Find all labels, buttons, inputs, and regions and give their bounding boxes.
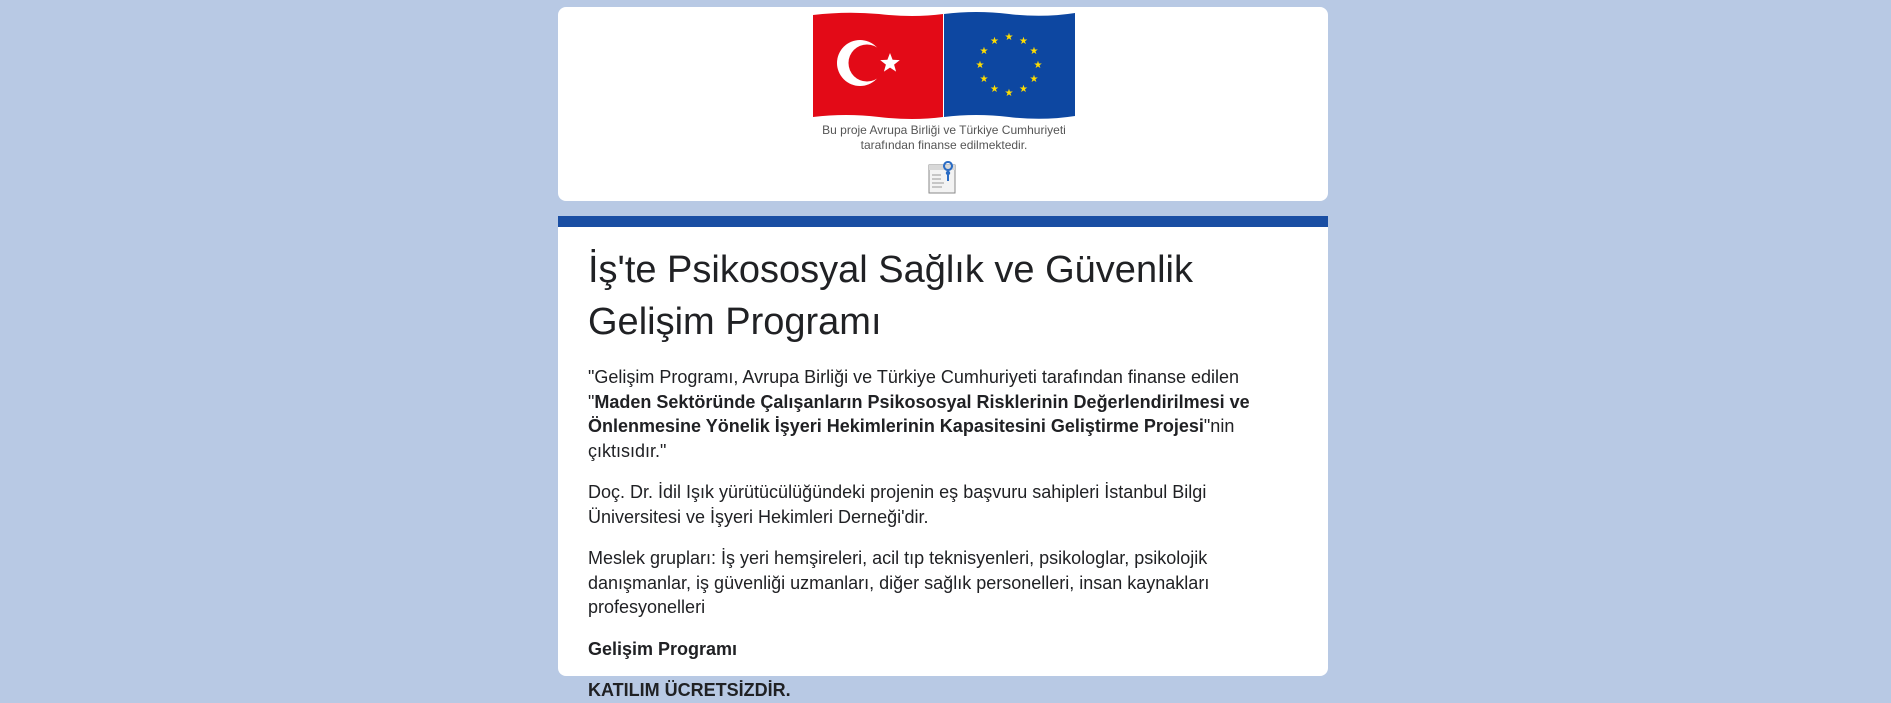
funding-caption — [813, 123, 1075, 153]
project-name: Maden Sektöründe Çalışanların Psikososyal Risklerinin Değerlendirilmesi ve Önlenmesine Yönelik İşyeri Hekimlerinin Kapasitesini Geliştirme Projesi — [588, 391, 1250, 436]
eu-flag — [944, 12, 1075, 119]
intro-paragraph — [588, 365, 1298, 463]
funding-caption-line2: tarafından finanse edilmektedir. — [860, 138, 1028, 152]
svg-text:★: ★ — [1029, 46, 1039, 57]
svg-text:★: ★ — [1004, 32, 1014, 43]
svg-text:★: ★ — [1033, 60, 1043, 71]
intro-prefix: "Gelişim Programı, Avrupa Birliği ve Türkiye Cumhuriyeti tarafından finanse edilen " — [588, 367, 1240, 412]
funding-caption-line1: Bu proje Avrupa Birliği ve Türkiye Cumhuriyeti — [822, 123, 1066, 137]
svg-text:★: ★ — [1019, 84, 1028, 95]
header-image-card — [558, 7, 1328, 201]
intro-suffix: "nin çıktısıdır." — [588, 416, 1235, 461]
form-content — [588, 244, 1298, 703]
funding-banner — [813, 11, 1075, 161]
svg-text:★: ★ — [990, 36, 999, 47]
program-heading: Gelişim Programı — [588, 638, 738, 659]
svg-text:★: ★ — [975, 60, 985, 71]
svg-text:★: ★ — [1029, 74, 1039, 85]
flags-image — [813, 11, 1075, 121]
form-title: İş'te Psikososyal Sağlık ve Güvenlik Gelişim Programı — [588, 249, 1193, 343]
svg-text:★: ★ — [1004, 88, 1014, 99]
form-accent-bar — [558, 216, 1328, 227]
professions-paragraph: Meslek grupları: İş yeri hemşireleri, acil tıp teknisyenleri, psikologlar, psikolojik danışmanlar, iş güvenliği uzmanları, diğer sağlık personelleri, insan kaynakları profesyonelleri — [588, 548, 1210, 617]
document-pin-icon — [928, 164, 956, 194]
fee-notice: KATILIM ÜCRETSİZDİR. — [588, 680, 791, 700]
crescent-inner — [849, 45, 886, 82]
svg-text:★: ★ — [979, 46, 989, 57]
svg-text:★: ★ — [979, 74, 989, 85]
form-description-card — [558, 216, 1328, 700]
svg-text:★: ★ — [990, 84, 999, 95]
partners-paragraph: Doç. Dr. İdil Işık yürütücülüğündeki projenin eş başvuru sahipleri İstanbul Bilgi Üniversitesi ve İşyeri Hekimleri Derneği'dir. — [588, 482, 1207, 527]
svg-text:★: ★ — [1019, 36, 1028, 47]
